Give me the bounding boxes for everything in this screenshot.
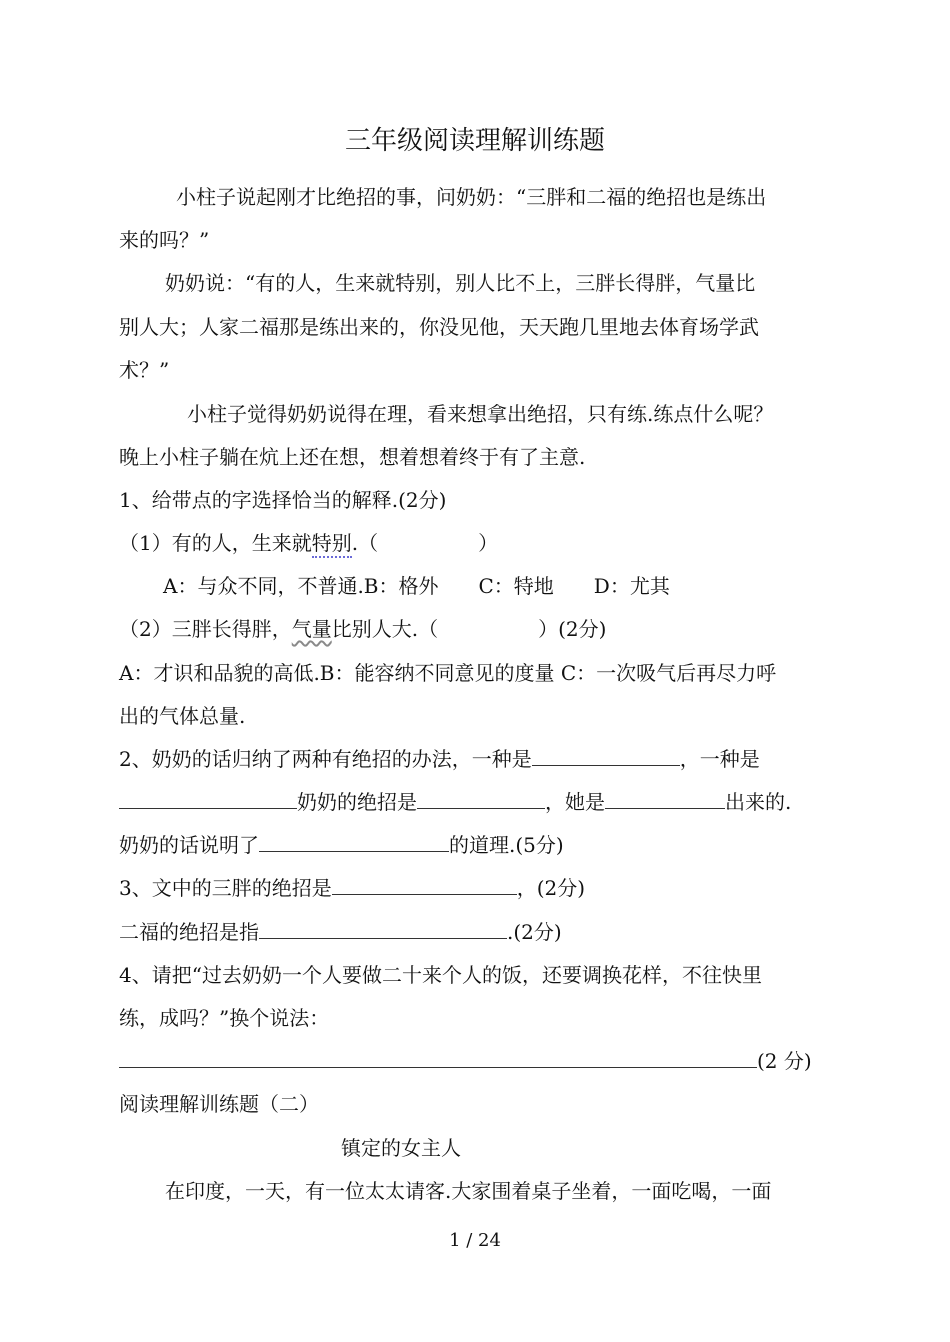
sub-question-text: （2）三胖长得胖， <box>119 617 292 641</box>
story-title: 镇定的女主人 <box>341 1136 461 1160</box>
answer-blank[interactable] <box>532 745 680 766</box>
question-text: ，她是 <box>545 790 605 814</box>
dotted-word: 特别 <box>312 531 352 558</box>
passage-line: 小柱子说起刚才比绝招的事，问奶奶：“三胖和二福的绝招也是练出 <box>176 185 767 209</box>
question-2-line-3 <box>119 831 564 859</box>
section-2-heading: 阅读理解训练题（二） <box>119 1092 319 1116</box>
question-text: 二福的绝招是指 <box>119 920 259 944</box>
passage-line: 来的吗？” <box>119 228 210 252</box>
sub-question-text: （1）有的人，生来就 <box>119 531 312 555</box>
question-text: 奶奶的话说明了 <box>119 833 259 857</box>
passage-line: 术？” <box>119 358 170 382</box>
question-text: ，一种是 <box>679 747 760 771</box>
answer-blank[interactable] <box>119 788 297 809</box>
answer-blank[interactable] <box>417 788 545 809</box>
question-text: 出来的. <box>725 790 792 814</box>
question-4-line-1: 4、请把“过去奶奶一个人要做二十来个人的饭，还要调换花样，不往快里 <box>119 963 762 987</box>
question-text: 的道理.(5分) <box>449 833 564 857</box>
page-title: 三年级阅读理解训练题 <box>344 126 605 156</box>
question-2-line-2 <box>119 788 791 816</box>
question-text: (2 分) <box>757 1049 812 1073</box>
question-text: 3、文中的三胖的绝招是 <box>119 876 332 900</box>
story-first-line: 在印度，一天，有一位太太请客.大家围着桌子坐着，一面吃喝，一面 <box>165 1179 772 1203</box>
question-text: .(2分) <box>507 920 562 944</box>
question-text: 奶奶的绝招是 <box>297 790 417 814</box>
passage-line: 小柱子觉得奶奶说得在理，看来想拿出绝招，只有练.练点什么呢？ <box>187 402 774 426</box>
answer-parentheses[interactable]: .（ ） <box>351 531 499 555</box>
question-1-stem: 1、给带点的字选择恰当的解释.(2分) <box>119 488 447 512</box>
question-1-sub-1 <box>119 529 498 557</box>
question-text: ，(2分) <box>516 876 586 900</box>
answer-blank[interactable] <box>119 1047 757 1068</box>
question-4-line-2: 练，成吗？”换个说法： <box>119 1006 330 1030</box>
question-1-options-2-cont: 出的气体总量. <box>119 704 246 728</box>
answer-parentheses[interactable]: 比别人大.（ ）(2分) <box>331 617 607 641</box>
answer-blank[interactable] <box>259 918 507 939</box>
question-1-options-1: A：与众不同，不普通.B：格外 C：特地 D：尤其 <box>163 574 670 598</box>
passage-line: 别人大；人家二福那是练出来的，你没见他，天天跑几里地去体育场学武 <box>119 315 759 339</box>
answer-blank[interactable] <box>332 874 517 895</box>
passage-line: 奶奶说：“有的人，生来就特别，别人比不上，三胖长得胖，气量比 <box>165 271 756 295</box>
question-4-line-3 <box>119 1047 812 1075</box>
wavy-underlined-word: 气量 <box>291 617 332 641</box>
question-1-sub-2 <box>119 615 606 643</box>
question-1-options-2: A：才识和品貌的高低.B：能容纳不同意见的度量 C：一次吸气后再尽力呼 <box>119 661 777 685</box>
question-3-line-1 <box>119 874 585 902</box>
answer-blank[interactable] <box>259 831 449 852</box>
question-3-line-2 <box>119 918 562 946</box>
answer-blank[interactable] <box>605 788 725 809</box>
page-number: 1 / 24 <box>449 1230 501 1251</box>
passage-line: 晚上小柱子躺在炕上还在想，想着想着终于有了主意. <box>119 445 586 469</box>
question-2-line-1 <box>119 745 760 773</box>
question-text: 2、奶奶的话归纳了两种有绝招的办法，一种是 <box>119 747 532 771</box>
